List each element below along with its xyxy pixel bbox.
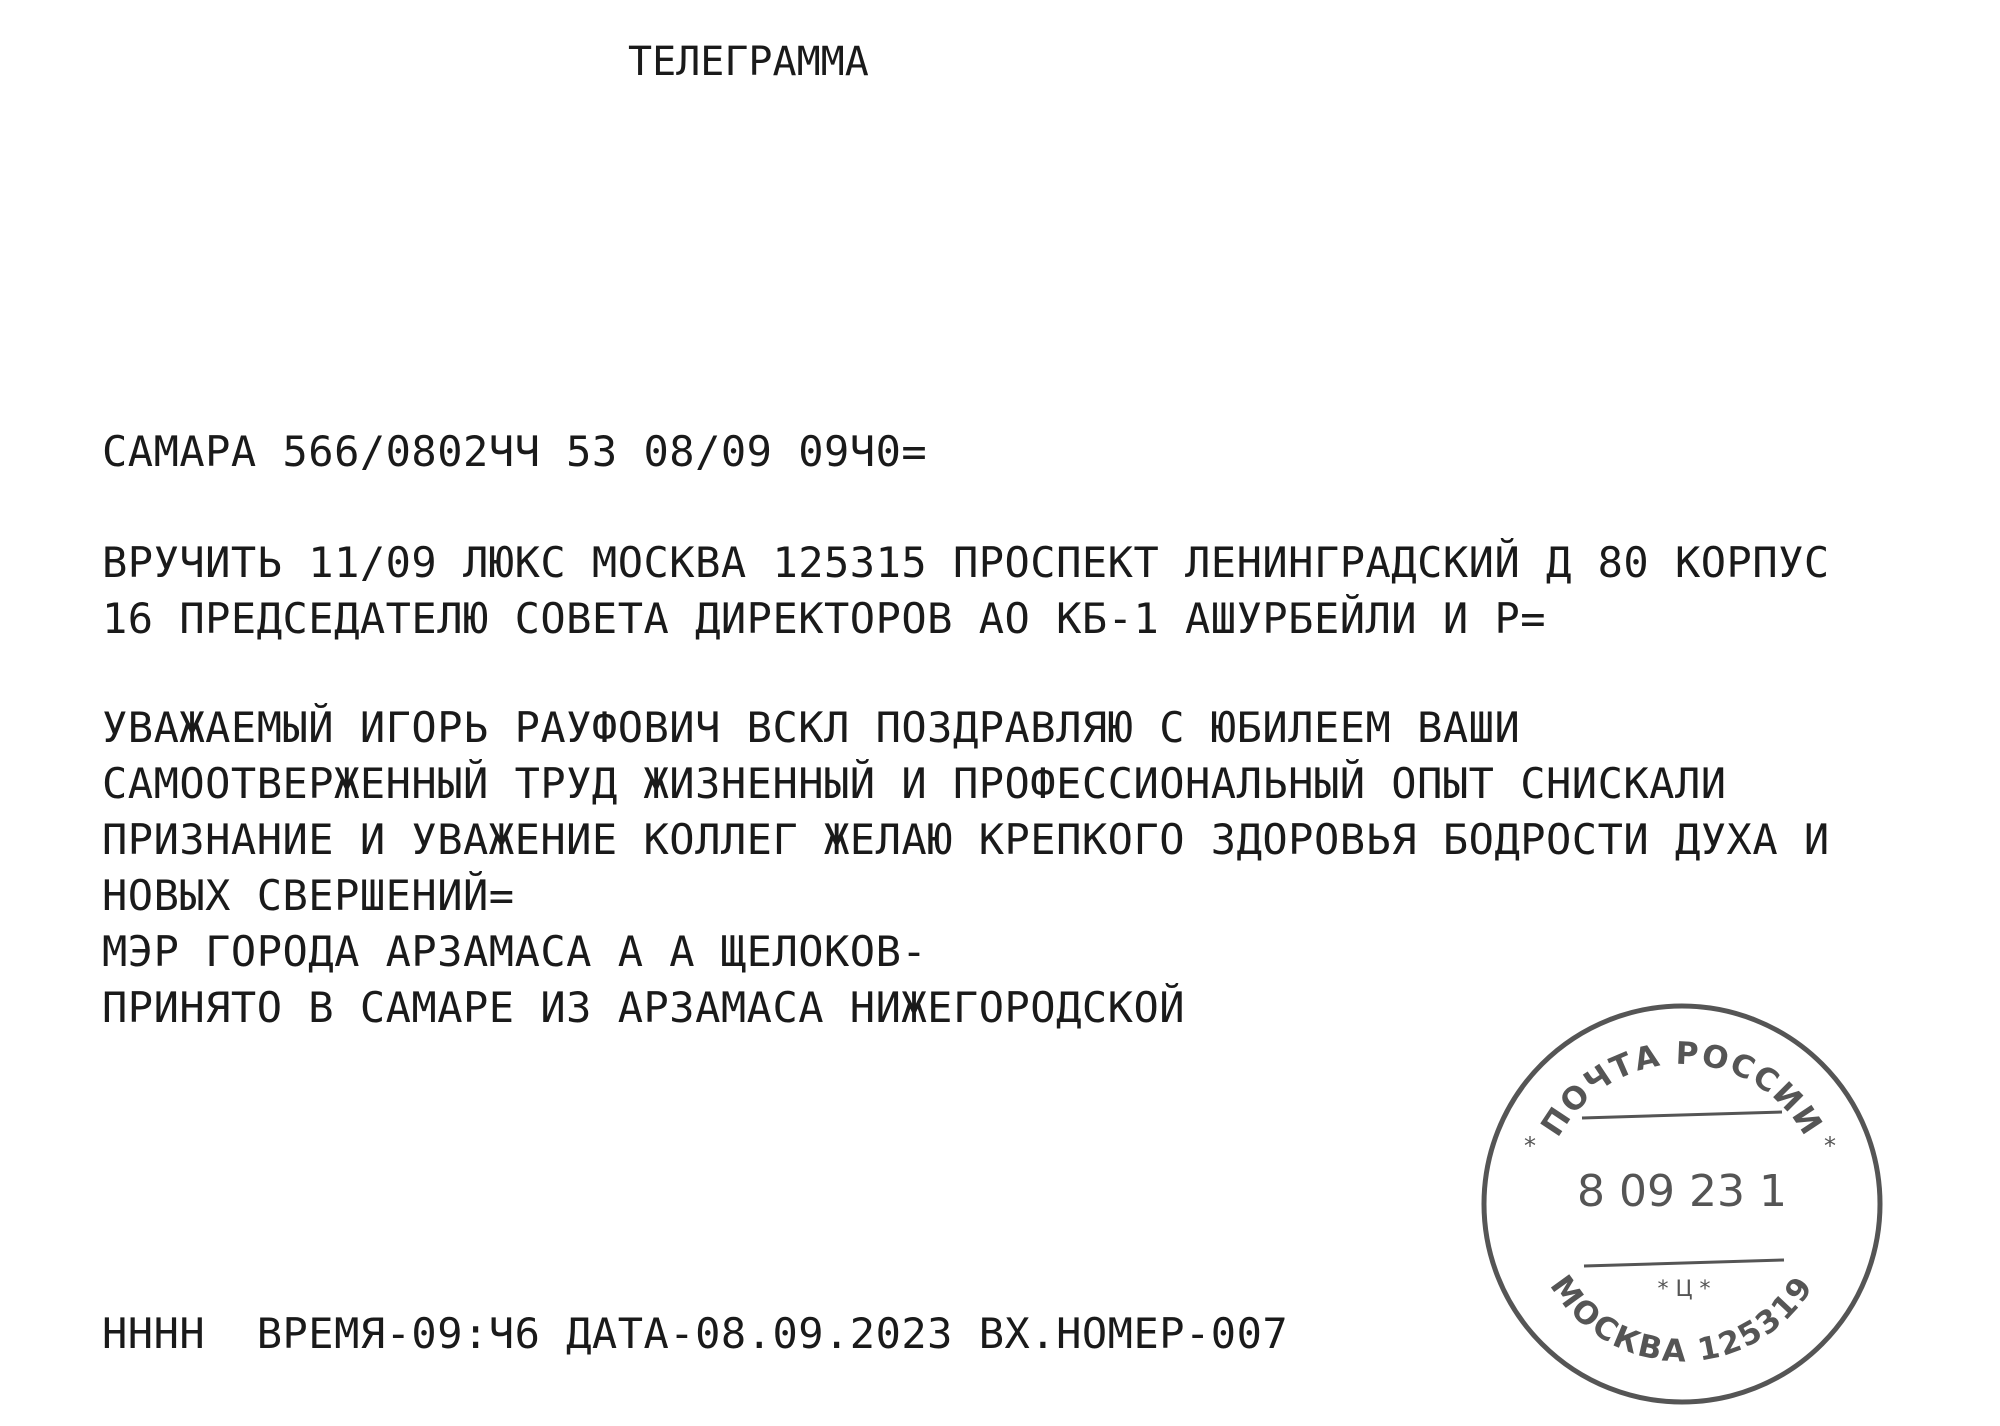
stamp-bottom-text: МОСКВА 125319: [1542, 1268, 1821, 1370]
stamp-rule-top: [1582, 1112, 1782, 1118]
postal-stamp: [1472, 994, 1892, 1414]
message-line: НОВЫХ СВЕРШЕНИЙ=: [102, 871, 515, 920]
signature-line: МЭР ГОРОДА АРЗАМАСА А А ЩЕЛОКОВ-: [102, 927, 928, 976]
stamp-top-text: ПОЧТА РОССИИ: [1534, 1035, 1830, 1143]
header-line: САМАРА 566/0802ЧЧ 53 08/09 09Ч0=: [102, 427, 928, 476]
footer-line: НННН ВРЕМЯ-09:Ч6 ДАТА-08.09.2023 ВХ.НОМЕР-007: [102, 1309, 1289, 1358]
stamp-date: 8 09 23 1: [1577, 1166, 1787, 1217]
received-note: ПРИНЯТО В САМАРЕ ИЗ АРЗАМАСА НИЖЕГОРОДСКОЙ: [102, 983, 1186, 1032]
stamp-rule-bottom: [1584, 1260, 1784, 1266]
stamp-star-left: *: [1524, 1132, 1536, 1160]
telegram-title: ТЕЛЕГРАММА: [628, 39, 869, 85]
delivery-line: ВРУЧИТЬ 11/09 ЛЮКС МОСКВА 125315 ПРОСПЕКТ ЛЕНИНГРАДСКИЙ Д 80 КОРПУС: [102, 538, 1830, 587]
message-line: САМООТВЕРЖЕННЫЙ ТРУД ЖИЗНЕННЫЙ И ПРОФЕССИОНАЛЬНЫЙ ОПЫТ СНИСКАЛИ: [102, 759, 1727, 808]
message-line: ПРИЗНАНИЕ И УВАЖЕНИЕ КОЛЛЕГ ЖЕЛАЮ КРЕПКОГО ЗДОРОВЬЯ БОДРОСТИ ДУХА И: [102, 815, 1830, 864]
stamp-star-right: *: [1824, 1132, 1836, 1160]
delivery-line: 16 ПРЕДСЕДАТЕЛЮ СОВЕТА ДИРЕКТОРОВ АО КБ-1 АШУРБЕЙЛИ И Р=: [102, 594, 1547, 643]
stamp-code: * Ц *: [1657, 1277, 1711, 1302]
message-line: УВАЖАЕМЫЙ ИГОРЬ РАУФОВИЧ ВСКЛ ПОЗДРАВЛЯЮ С ЮБИЛЕЕМ ВАШИ: [102, 703, 1521, 752]
